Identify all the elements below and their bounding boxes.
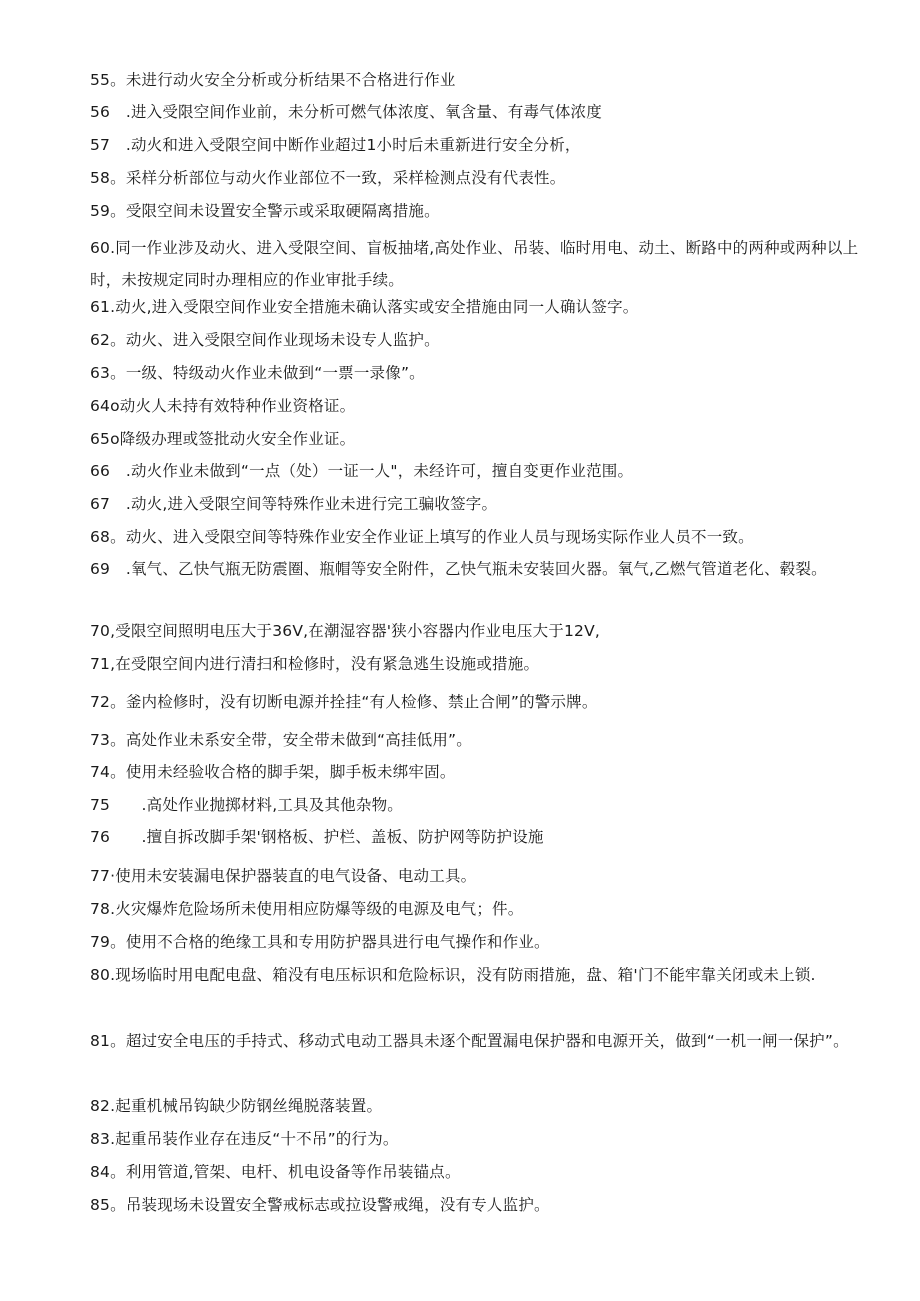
list-item: 61.动火,进入受限空间作业安全措施未确认落实或安全措施由同一人确认签字。 bbox=[90, 298, 639, 316]
list-item: 62。动火、进入受限空间作业现场未设专人监护。 bbox=[90, 331, 440, 349]
list-item: 73。高处作业未系安全带，安全带未做到“高挂低用”。 bbox=[90, 731, 472, 749]
list-item: 79。使用不合格的绝缘工具和专用防护器具进行电气操作和作业。 bbox=[90, 933, 550, 951]
list-item: 70,受限空间照明电压大于36V,在潮湿容器'狭小容器内作业电压大于12V, bbox=[90, 622, 601, 640]
list-item: 84。利用管道,管架、电杆、机电设备等作吊装锚点。 bbox=[90, 1163, 461, 1181]
list-item: 71,在受限空间内进行清扫和检修时，没有紧急逃生设施或措施。 bbox=[90, 655, 540, 673]
list-item: 63。一级、特级动火作业未做到“一票一录像”。 bbox=[90, 364, 425, 382]
list-item: 75 .高处作业抛掷材料,工具及其他杂物。 bbox=[90, 796, 403, 814]
list-item: 65o降级办理或签批动火安全作业证。 bbox=[90, 430, 356, 448]
list-item: 68。动火、进入受限空间等特殊作业安全作业证上填写的作业人员与现场实际作业人员不一致。 bbox=[90, 528, 754, 546]
list-item: 57 .动火和进入受限空间中断作业超过1小时后未重新进行安全分析， bbox=[90, 136, 581, 154]
list-item: 77·使用未安装漏电保护器装直的电气设备、电动工具。 bbox=[90, 867, 477, 885]
list-item: 64o动火人未持有效特种作业资格证。 bbox=[90, 397, 356, 415]
list-item: 80.现场临时用电配电盘、箱没有电压标识和危险标识，没有防雨措施，盘、箱'门不能牢靠关闭或未上锁. bbox=[90, 966, 816, 984]
list-item: 85。吊装现场未设置安全警戒标志或拉设警戒绳，没有专人监护。 bbox=[90, 1196, 550, 1214]
list-item: 74。使用未经验收合格的脚手架，脚手板未绑牢固。 bbox=[90, 763, 456, 781]
list-item: 56 .进入受限空间作业前，未分析可燃气体浓度、氧含量、有毒气体浓度 bbox=[90, 103, 602, 121]
list-item: 58。采样分析部位与动火作业部位不一致，采样检测点没有代表性。 bbox=[90, 169, 566, 187]
list-item: 81。超过安全电压的手持式、移动式电动工器具未逐个配置漏电保护器和电源开关，做到“一机一闸一保护”。 bbox=[90, 1032, 849, 1050]
list-item: 55。未进行动火安全分析或分析结果不合格进行作业 bbox=[90, 71, 456, 89]
list-item: 78.火灾爆炸危险场所未使用相应防爆等级的电源及电气；件。 bbox=[90, 900, 524, 918]
list-item: 69 .氧气、乙快气瓶无防震圈、瓶帽等安全附件，乙快气瓶未安装回火器。氧气,乙燃气管道老化、毂裂。 bbox=[90, 560, 827, 578]
list-item: 83.起重吊装作业存在违反“十不吊”的行为。 bbox=[90, 1130, 399, 1148]
list-item: 66 .动火作业未做到“一点（处）一证一人"，未经许可，擅自变更作业范围。 bbox=[90, 462, 634, 480]
list-item: 82.起重机械吊钩缺少防钢丝绳脱落装置。 bbox=[90, 1097, 383, 1115]
list-item: 67 .动火,进入受限空间等特殊作业未进行完工骗收签字。 bbox=[90, 495, 498, 513]
list-item: 59。受限空间未设置安全警示或采取硬隔离措施。 bbox=[90, 202, 440, 220]
list-item: 76 .擅自拆改脚手架'钢格板、护栏、盖板、防护网等防护设施 bbox=[90, 828, 544, 846]
list-item: 60.同一作业涉及动火、进入受限空间、盲板抽堵,高处作业、吊装、临时用电、动土、断路中的两种或两种以上时，未按规定同时办理相应的作业审批手续。 bbox=[90, 239, 859, 289]
list-item: 72。釜内检修时，没有切断电源并拴挂“有人检修、禁止合闸”的警示牌。 bbox=[90, 693, 598, 711]
